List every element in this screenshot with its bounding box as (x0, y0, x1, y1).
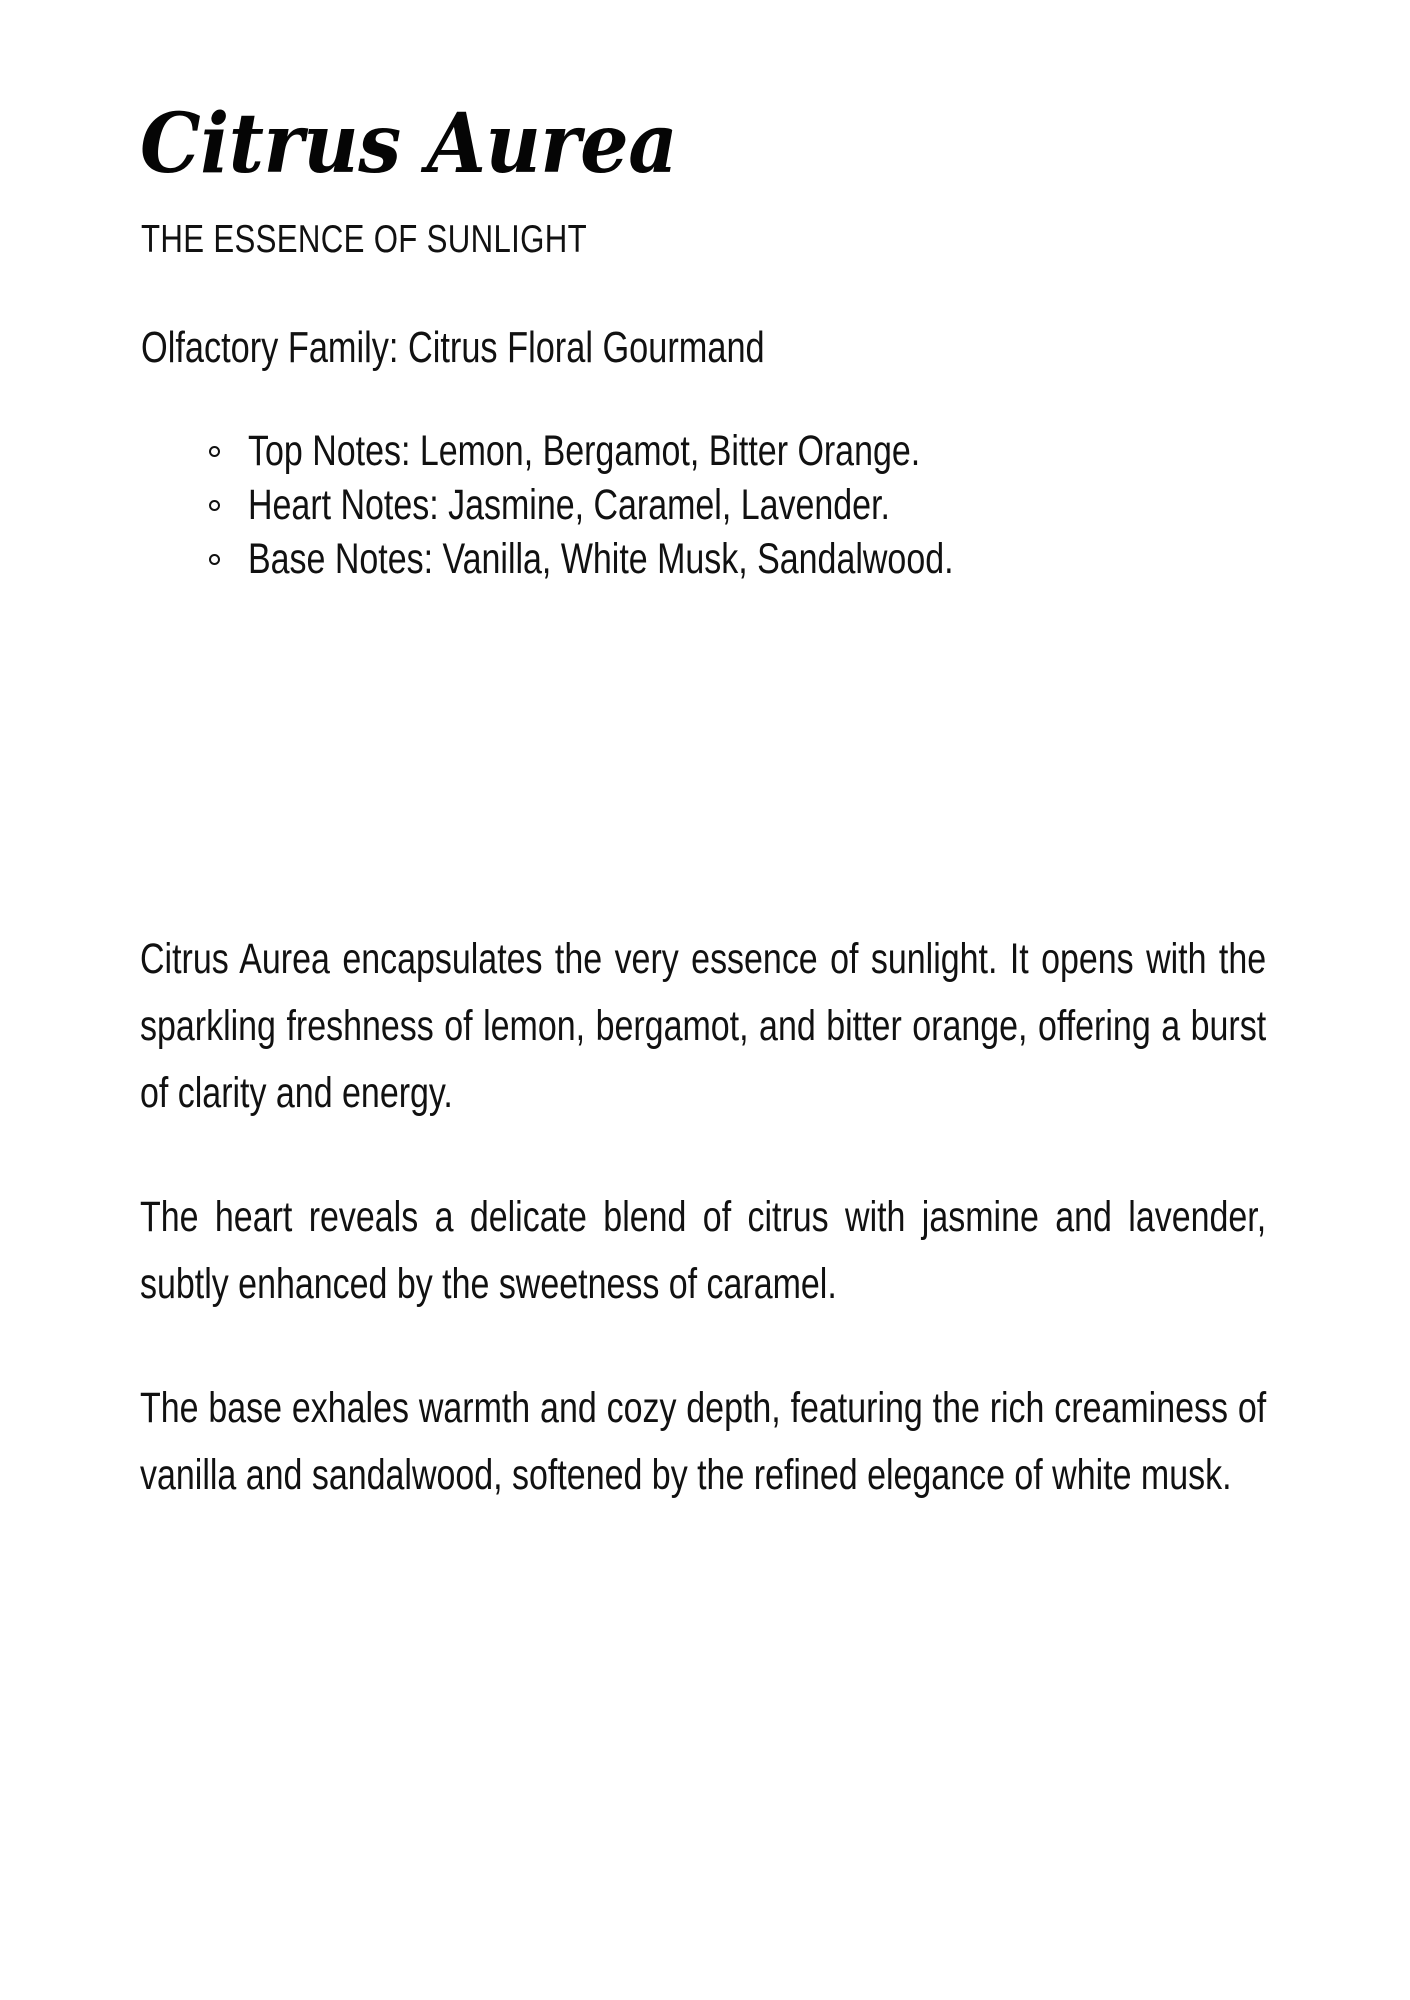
olfactory-family-line: Olfactory Family: Citrus Floral Gourmand (141, 323, 765, 372)
page-title: Citrus Aurea (140, 96, 678, 192)
circle-outline-bullet-icon (206, 424, 226, 478)
paragraph-heart: The heart reveals a delicate blend of citrus with jasmine and lavender, subtly enhanced by the sweetness of caramel. (140, 1193, 1267, 1308)
list-item-label: Top Notes: Lemon, Bergamot, Bitter Orange. (248, 427, 921, 475)
list-item (140, 424, 1250, 478)
list-item-label: Heart Notes: Jasmine, Caramel, Lavender. (248, 481, 890, 529)
circle-outline-bullet-icon (206, 478, 226, 532)
page-subtitle: THE ESSENCE OF SUNLIGHT (141, 218, 587, 261)
fragrance-notes-list (140, 424, 1250, 586)
paragraph-base: The base exhales warmth and cozy depth, featuring the rich creaminess of vanilla and sandalwood, softened by the refined elegance of white musk. (140, 1384, 1267, 1499)
list-item (140, 532, 1250, 586)
list-item (140, 478, 1250, 532)
list-item-label: Base Notes: Vanilla, White Musk, Sandalwood. (248, 535, 954, 583)
description-body (140, 926, 1266, 1509)
circle-outline-bullet-icon (206, 532, 226, 586)
paragraph-opening: Citrus Aurea encapsulates the very essence of sunlight. It opens with the sparkling freshness of lemon, bergamot, and bitter orange, offering a burst of clarity and energy. (140, 935, 1267, 1117)
